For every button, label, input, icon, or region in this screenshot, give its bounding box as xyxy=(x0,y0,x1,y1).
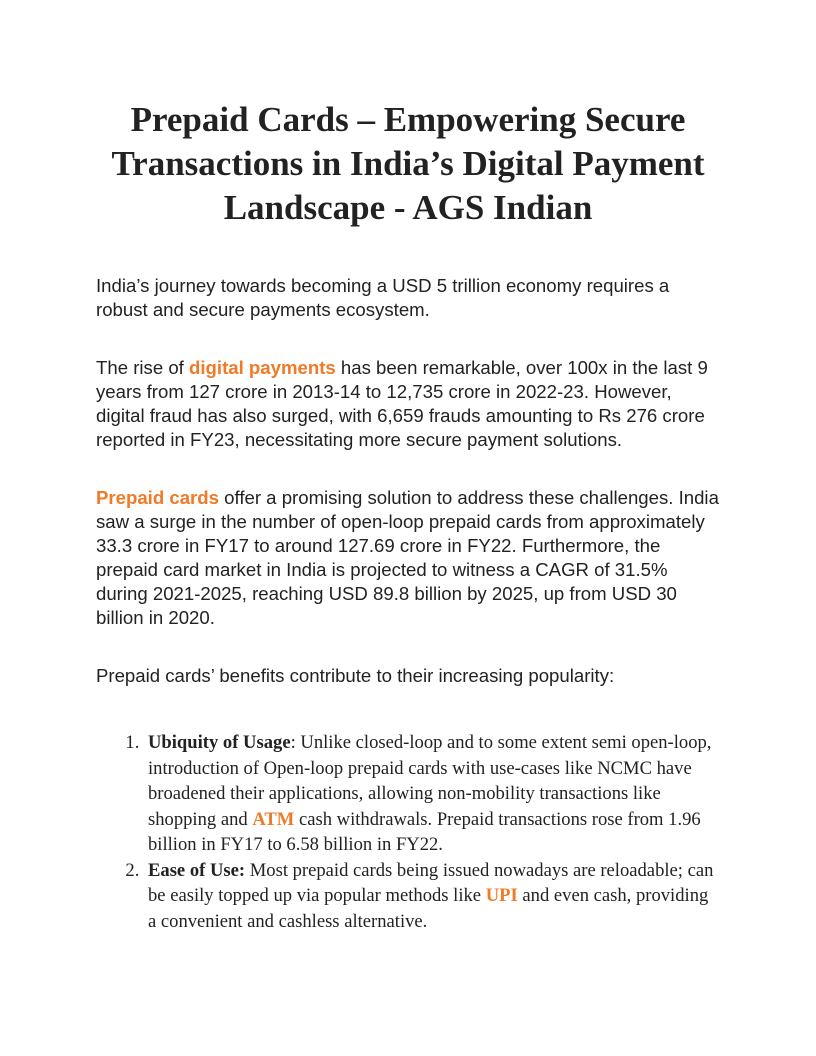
benefit-item-ubiquity xyxy=(144,730,720,858)
paragraph-text: The rise of xyxy=(96,357,190,378)
benefit-separator: : xyxy=(290,732,301,753)
benefit-text: Unlike closed-loop and to some extent semi open-loop, introduction of Open-loop prepaid cards with use-cases like NCMC have broadened their applications, allowing non-mobility transactions like shopping and xyxy=(148,732,712,830)
paragraph-text: has been remarkable, over 100x in the last 9 years from 127 crore in 2013-14 to 12,735 crore in 2022-23. However, digital fraud has also surged, with 6,659 frauds amounting to Rs 276 crore reported in FY23, necessitating more secure payment solutions. xyxy=(96,357,708,450)
digital-payments-paragraph xyxy=(96,356,720,452)
benefit-text: and even cash, providing a convenient and cashless alternative. xyxy=(148,885,709,932)
page-title: Prepaid Cards – Empowering Secure Transactions in India’s Digital Payment Landscape - AGS Indian xyxy=(111,100,705,227)
benefit-item-ease-of-use xyxy=(144,858,720,935)
benefit-text: Most prepaid cards being issued nowadays are reloadable; can be easily topped up via popular methods like xyxy=(148,859,714,906)
atm-link[interactable]: ATM xyxy=(252,808,295,830)
benefit-text: cash withdrawals. Prepaid transactions rose from 1.96 billion in FY17 to 6.58 billion in FY22. xyxy=(148,808,701,855)
benefits-intro-paragraph: Prepaid cards’ benefits contribute to their increasing popularity: xyxy=(96,665,615,686)
intro-paragraph: India’s journey towards becoming a USD 5 trillion economy requires a robust and secure payments ecosystem. xyxy=(96,275,670,320)
benefits-list xyxy=(96,730,720,934)
benefit-title: Ubiquity of Usage xyxy=(148,732,291,753)
prepaid-cards-link[interactable]: Prepaid cards xyxy=(96,487,219,508)
digital-payments-link[interactable]: digital payments xyxy=(189,357,336,378)
paragraph-text: offer a promising solution to address these challenges. India saw a surge in the number of open-loop prepaid cards from approximately 33.3 crore in FY17 to around 127.69 crore in FY22. Furthermore, the prepaid card market in India is projected to witness a CAGR of 31.5% during 2021-2025, reaching USD 89.8 billion by 2025, up from USD 30 billion in 2020. xyxy=(96,487,719,628)
prepaid-cards-paragraph xyxy=(96,486,720,630)
benefit-title: Ease of Use: xyxy=(148,859,246,881)
upi-link[interactable]: UPI xyxy=(485,885,518,906)
